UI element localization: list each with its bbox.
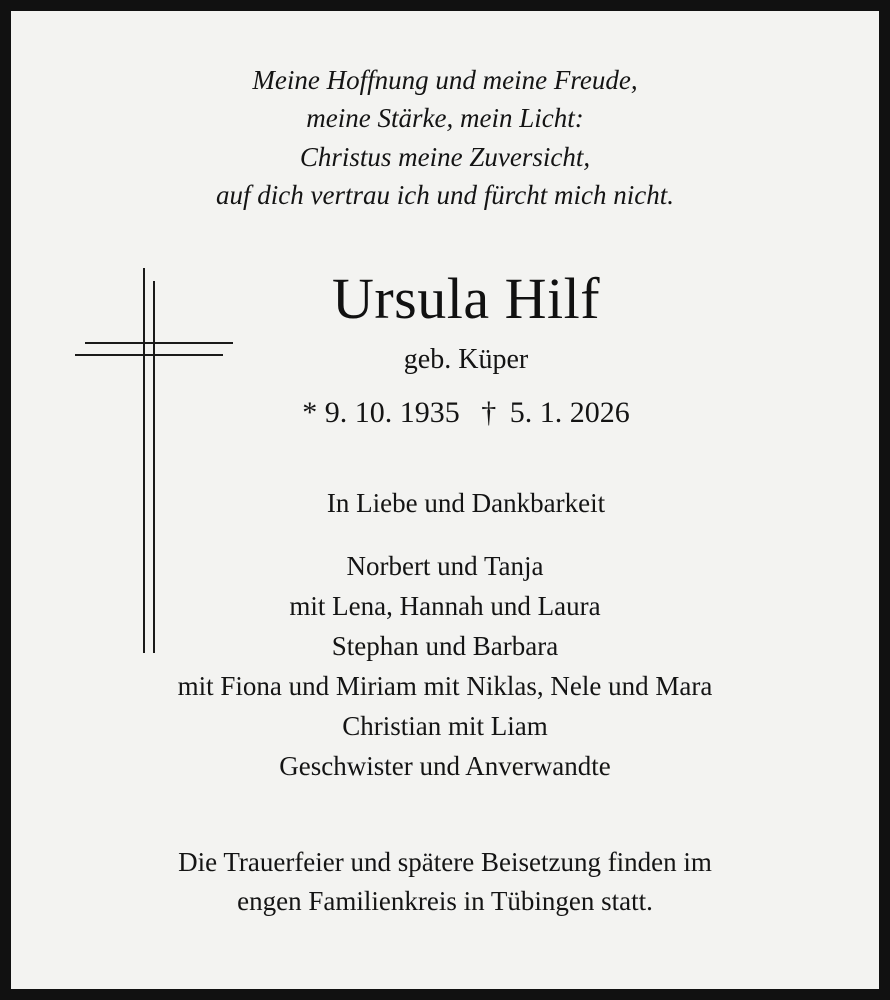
deceased-name: Ursula Hilf [331,266,601,332]
death-date: 5. 1. 2026 [509,396,630,430]
family-block [53,547,837,787]
birth-symbol: * [302,396,318,430]
maiden-name: geb. Küper [403,344,529,376]
family-line-2: mit Lena, Hannah und Laura [289,591,601,622]
closing-line-1: Die Trauerfeier und spätere Beisetzung finden im [178,846,712,877]
closing-block [53,843,837,921]
verse-line-3: Christus meine Zuversicht, [299,141,591,172]
verse-line-1: Meine Hoffnung und meine Freude, [252,65,638,95]
verse-line-2: meine Stärke, mein Licht: [306,103,584,134]
family-line-3: Stephan und Barbara [331,631,559,662]
notice-inner [11,11,879,989]
verse-line-4: auf dich vertrau ich und fürcht mich nicht. [216,179,674,210]
death-symbol: † [481,396,497,430]
family-line-6: Geschwister und Anverwandte [279,750,611,781]
family-line-1: Norbert und Tanja [346,551,544,582]
birth-date: 9. 10. 1935 [324,396,460,430]
life-dates [95,396,837,430]
closing-line-2: engen Familienkreis in Tübingen statt. [237,886,653,917]
family-line-5: Christian mit Liam [342,711,548,742]
family-line-4: mit Fiona und Miriam mit Niklas, Nele und Mara [177,671,713,702]
dedication-text: In Liebe und Dankbarkeit [326,488,606,519]
verse-block [53,61,837,214]
deceased-block [53,266,837,430]
